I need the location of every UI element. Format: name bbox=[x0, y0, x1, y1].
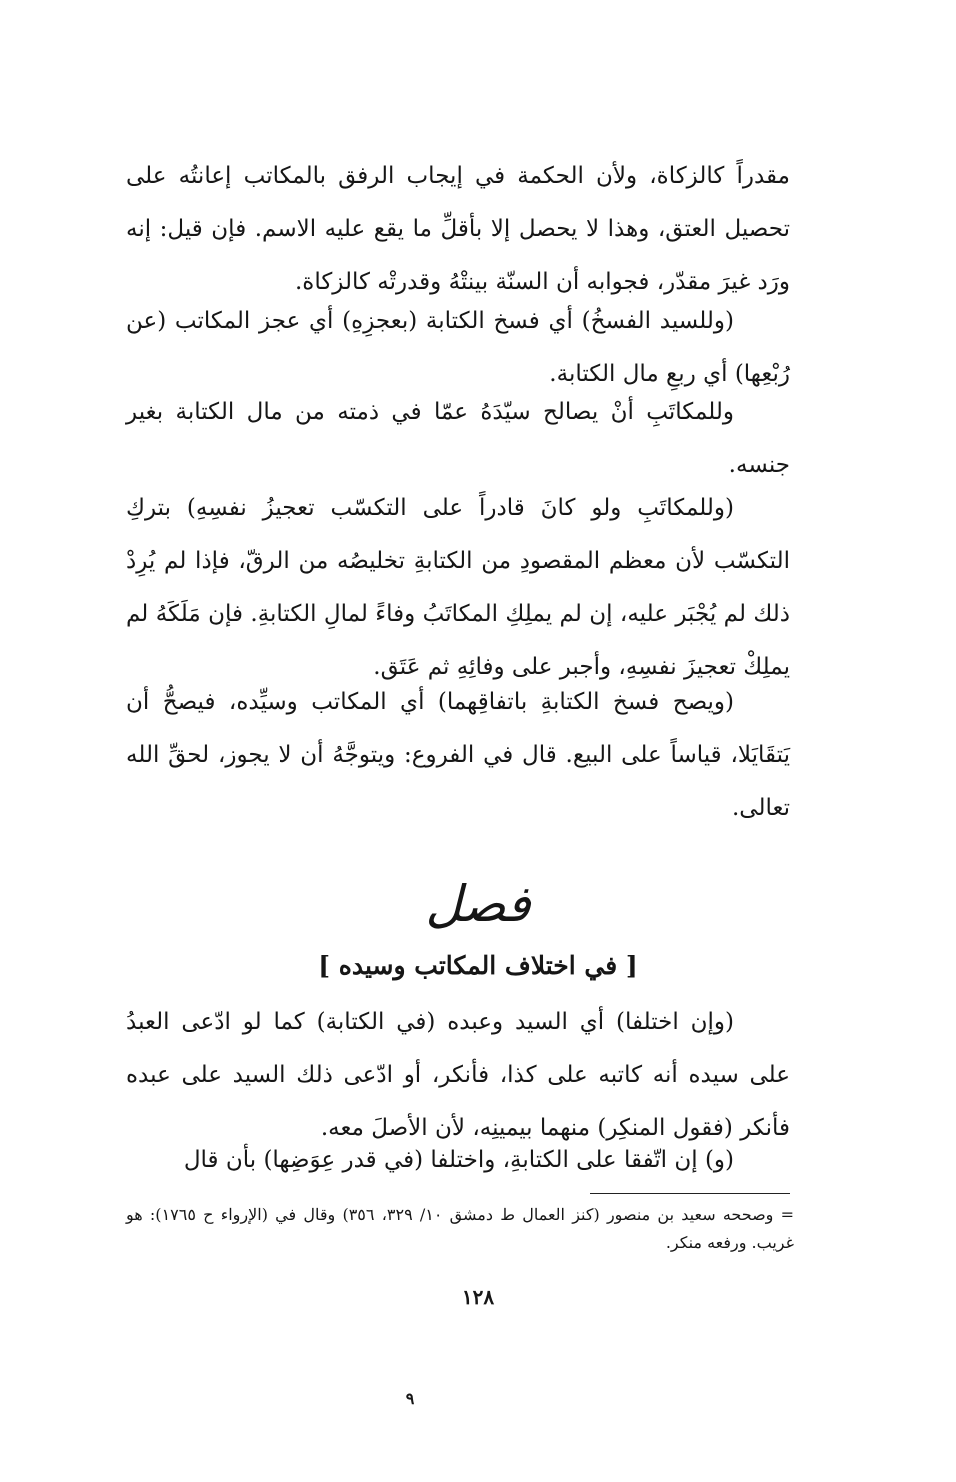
paragraph-settlement: وللمكاتَبِ أنْ يصالح سيّدَهُ عمّا في ذمته من مال الكتابة بغير جنسه. bbox=[126, 399, 790, 478]
footnote: = وصححه سعيد بن منصور (كنز العمال ط دمشق ١٠/ ٣٢٩، ٣٥٦) وقال في (الإرواء ح ١٧٦٥): هو غريب. ورفعه منكر. bbox=[126, 1205, 795, 1252]
paragraph-disagreement: (وإن اختلفا) أي السيد وعبده (في الكتابة) كما لو ادّعى العبدُ على سيده أنه كاتبه على كذا، فأنكر، أو ادّعى ذلك السيد على عبده فأنكر (فقول المنكِر) منهما بيمينِه، لأن الأصلَ معه. bbox=[126, 1009, 790, 1141]
paragraph-mutual-annulment: (ويصح فسخ الكتابةِ باتفاقِهما) أي المكاتب وسيِّده، فيصحُّ أن يَتقَايَلا، قياساً على البيع. قال في الفروع: ويتوجَّهُ أن لا يجوز، لحقِّ الله تعالى. bbox=[126, 689, 790, 821]
signature-mark: ٩ bbox=[405, 1389, 415, 1408]
paragraph-self-incapacitation: (وللمكاتَبِ ولو كانَ قادراً على التكسّب تعجيزُ نفسِهِ) بتركِ التكسّب لأن معظم المقصودِ من الكتابةِ تخليصُه من الرقّ، فإذا لم يُرِدْ ذلك لم يُجْبَر عليه، إن لم يملِكِ المكاتَبُ وفاءً لمالِ الكتابةِ. فإن مَلَكَهُ لم يملِكْ تعجيزَ نفسِهِ، وأجبر على وفائِهِ ثم عَتَق. bbox=[126, 495, 790, 680]
page-number: ١٢٨ bbox=[461, 1285, 495, 1309]
section-ornament-title: فصل bbox=[425, 875, 531, 933]
footnote-divider bbox=[590, 1193, 790, 1194]
paragraph-zakat-analogy: مقدراً كالزكاة، ولأن الحكمة في إيجاب الرفق بالمكاتب إعانتُه على تحصيل العتق، وهذا لا يحصل إلا بأقلِّ ما يقع عليه الاسم. فإن قيل: إنه ورَد غيرَ مقدّر، فجوابه أن السنّة بينتْهُ وقدرتْه كالزكاة. bbox=[126, 163, 790, 295]
paragraph-master-annulment: (وللسيد الفسخُ) أي فسخ الكتابة (بعجزِهِ) أي عجز المكاتب (عن رُبْعِها) أي ربعِ مال الكتابة. bbox=[126, 308, 790, 387]
paragraph-compensation-dispute: (و) إن اتّفقا على الكتابةِ، واختلفا (في قدر عِوَضِها) بأن قال bbox=[183, 1147, 734, 1173]
section-heading: [ في اختلاف المكاتب وسيده ] bbox=[318, 951, 638, 980]
